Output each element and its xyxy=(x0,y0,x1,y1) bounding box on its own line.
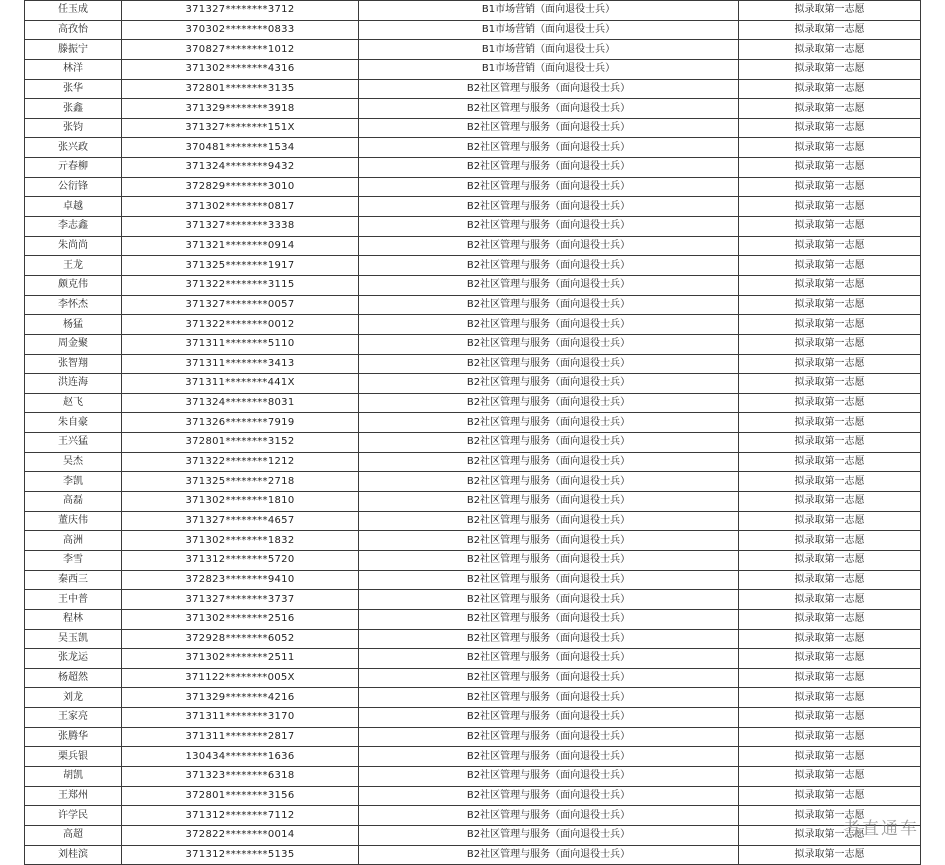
major-cell: B2社区管理与服务（面向退役士兵） xyxy=(359,668,739,688)
id-number-cell: 371325********2718 xyxy=(122,472,359,492)
id-number-cell: 371327********151X xyxy=(122,118,359,138)
major-cell: B2社区管理与服务（面向退役士兵） xyxy=(359,315,739,335)
major-cell: B2社区管理与服务（面向退役士兵） xyxy=(359,708,739,728)
id-number-cell: 371324********8031 xyxy=(122,393,359,413)
name-cell: 李志鑫 xyxy=(25,217,122,237)
status-cell: 拟录取第一志愿 xyxy=(739,492,921,512)
table-row xyxy=(25,629,921,649)
status-cell: 拟录取第一志愿 xyxy=(739,158,921,178)
table-row xyxy=(25,649,921,669)
table-row xyxy=(25,452,921,472)
major-cell: B1市场营销（面向退役士兵） xyxy=(359,20,739,40)
major-cell: B2社区管理与服务（面向退役士兵） xyxy=(359,334,739,354)
major-cell: B2社区管理与服务（面向退役士兵） xyxy=(359,197,739,217)
name-cell: 张华 xyxy=(25,79,122,99)
name-cell: 颇克伟 xyxy=(25,275,122,295)
table-row xyxy=(25,158,921,178)
major-cell: B2社区管理与服务（面向退役士兵） xyxy=(359,590,739,610)
id-number-cell: 371323********6318 xyxy=(122,766,359,786)
status-cell: 拟录取第一志愿 xyxy=(739,766,921,786)
table-row xyxy=(25,334,921,354)
table-row xyxy=(25,413,921,433)
id-number-cell: 371327********3338 xyxy=(122,217,359,237)
name-cell: 胡凯 xyxy=(25,766,122,786)
status-cell: 拟录取第一志愿 xyxy=(739,511,921,531)
table-row xyxy=(25,374,921,394)
id-number-cell: 130434********1636 xyxy=(122,747,359,767)
table-row xyxy=(25,590,921,610)
major-cell: B2社区管理与服务（面向退役士兵） xyxy=(359,786,739,806)
name-cell: 朱自豪 xyxy=(25,413,122,433)
table-row xyxy=(25,236,921,256)
major-cell: B2社区管理与服务（面向退役士兵） xyxy=(359,99,739,119)
table-row xyxy=(25,393,921,413)
watermark-text: 考直通车 xyxy=(843,819,919,839)
name-cell: 秦西三 xyxy=(25,570,122,590)
major-cell: B2社区管理与服务（面向退役士兵） xyxy=(359,825,739,845)
id-number-cell: 371122********005X xyxy=(122,668,359,688)
major-cell: B2社区管理与服务（面向退役士兵） xyxy=(359,138,739,158)
id-number-cell: 370827********1012 xyxy=(122,40,359,60)
id-number-cell: 371312********7112 xyxy=(122,806,359,826)
table-row xyxy=(25,688,921,708)
id-number-cell: 370302********0833 xyxy=(122,20,359,40)
name-cell: 杨超然 xyxy=(25,668,122,688)
major-cell: B1市场营销（面向退役士兵） xyxy=(359,1,739,21)
table-row xyxy=(25,40,921,60)
status-cell: 拟录取第一志愿 xyxy=(739,531,921,551)
name-cell: 张钧 xyxy=(25,118,122,138)
status-cell: 拟录取第一志愿 xyxy=(739,668,921,688)
id-number-cell: 372823********9410 xyxy=(122,570,359,590)
id-number-cell: 371321********0914 xyxy=(122,236,359,256)
table-row xyxy=(25,747,921,767)
admission-table-body xyxy=(25,1,921,865)
name-cell: 程林 xyxy=(25,609,122,629)
status-cell: 拟录取第一志愿 xyxy=(739,236,921,256)
major-cell: B2社区管理与服务（面向退役士兵） xyxy=(359,158,739,178)
status-cell: 拟录取第一志愿 xyxy=(739,315,921,335)
name-cell: 张智翔 xyxy=(25,354,122,374)
major-cell: B1市场营销（面向退役士兵） xyxy=(359,59,739,79)
name-cell: 王郑州 xyxy=(25,786,122,806)
major-cell: B2社区管理与服务（面向退役士兵） xyxy=(359,393,739,413)
table-row xyxy=(25,668,921,688)
id-number-cell: 371327********3712 xyxy=(122,1,359,21)
status-cell: 拟录取第一志愿 xyxy=(739,374,921,394)
status-cell: 拟录取第一志愿 xyxy=(739,550,921,570)
major-cell: B2社区管理与服务（面向退役士兵） xyxy=(359,217,739,237)
id-number-cell: 371311********2817 xyxy=(122,727,359,747)
status-cell: 拟录取第一志愿 xyxy=(739,40,921,60)
status-cell: 拟录取第一志愿 xyxy=(739,197,921,217)
status-cell: 拟录取第一志愿 xyxy=(739,275,921,295)
name-cell: 赵飞 xyxy=(25,393,122,413)
status-cell: 拟录取第一志愿 xyxy=(739,393,921,413)
name-cell: 吴玉凯 xyxy=(25,629,122,649)
status-cell: 拟录取第一志愿 xyxy=(739,786,921,806)
major-cell: B2社区管理与服务（面向退役士兵） xyxy=(359,727,739,747)
table-row xyxy=(25,217,921,237)
status-cell: 拟录取第一志愿 xyxy=(739,59,921,79)
name-cell: 滕振宁 xyxy=(25,40,122,60)
name-cell: 任玉成 xyxy=(25,1,122,21)
status-cell: 拟录取第一志愿 xyxy=(739,295,921,315)
id-number-cell: 371326********7919 xyxy=(122,413,359,433)
status-cell: 拟录取第一志愿 xyxy=(739,590,921,610)
id-number-cell: 371311********3170 xyxy=(122,708,359,728)
table-row xyxy=(25,354,921,374)
status-cell: 拟录取第一志愿 xyxy=(739,708,921,728)
name-cell: 高超 xyxy=(25,825,122,845)
id-number-cell: 372801********3152 xyxy=(122,433,359,453)
table-row xyxy=(25,177,921,197)
table-row xyxy=(25,197,921,217)
table-row xyxy=(25,786,921,806)
id-number-cell: 371329********3918 xyxy=(122,99,359,119)
status-cell: 拟录取第一志愿 xyxy=(739,138,921,158)
id-number-cell: 372928********6052 xyxy=(122,629,359,649)
table-row xyxy=(25,531,921,551)
major-cell: B2社区管理与服务（面向退役士兵） xyxy=(359,374,739,394)
major-cell: B2社区管理与服务（面向退役士兵） xyxy=(359,845,739,865)
status-cell: 拟录取第一志愿 xyxy=(739,609,921,629)
major-cell: B1市场营销（面向退役士兵） xyxy=(359,40,739,60)
id-number-cell: 372829********3010 xyxy=(122,177,359,197)
name-cell: 张龙运 xyxy=(25,649,122,669)
name-cell: 李雪 xyxy=(25,550,122,570)
id-number-cell: 371325********1917 xyxy=(122,256,359,276)
name-cell: 高洲 xyxy=(25,531,122,551)
major-cell: B2社区管理与服务（面向退役士兵） xyxy=(359,629,739,649)
table-row xyxy=(25,766,921,786)
major-cell: B2社区管理与服务（面向退役士兵） xyxy=(359,118,739,138)
id-number-cell: 372801********3135 xyxy=(122,79,359,99)
major-cell: B2社区管理与服务（面向退役士兵） xyxy=(359,177,739,197)
major-cell: B2社区管理与服务（面向退役士兵） xyxy=(359,354,739,374)
major-cell: B2社区管理与服务（面向退役士兵） xyxy=(359,79,739,99)
major-cell: B2社区管理与服务（面向退役士兵） xyxy=(359,452,739,472)
id-number-cell: 371322********1212 xyxy=(122,452,359,472)
name-cell: 张腾华 xyxy=(25,727,122,747)
table-row xyxy=(25,1,921,21)
id-number-cell: 370481********1534 xyxy=(122,138,359,158)
status-cell: 拟录取第一志愿 xyxy=(739,825,921,845)
id-number-cell: 371311********5110 xyxy=(122,334,359,354)
id-number-cell: 371312********5720 xyxy=(122,550,359,570)
id-number-cell: 371324********9432 xyxy=(122,158,359,178)
id-number-cell: 371311********441X xyxy=(122,374,359,394)
table-row xyxy=(25,20,921,40)
major-cell: B2社区管理与服务（面向退役士兵） xyxy=(359,275,739,295)
major-cell: B2社区管理与服务（面向退役士兵） xyxy=(359,649,739,669)
major-cell: B2社区管理与服务（面向退役士兵） xyxy=(359,747,739,767)
name-cell: 公衍锋 xyxy=(25,177,122,197)
table-row xyxy=(25,59,921,79)
table-row xyxy=(25,138,921,158)
name-cell: 林洋 xyxy=(25,59,122,79)
id-number-cell: 371327********0057 xyxy=(122,295,359,315)
table-row xyxy=(25,295,921,315)
status-cell: 拟录取第一志愿 xyxy=(739,433,921,453)
table-row xyxy=(25,727,921,747)
major-cell: B2社区管理与服务（面向退役士兵） xyxy=(359,570,739,590)
major-cell: B2社区管理与服务（面向退役士兵） xyxy=(359,472,739,492)
major-cell: B2社区管理与服务（面向退役士兵） xyxy=(359,295,739,315)
major-cell: B2社区管理与服务（面向退役士兵） xyxy=(359,256,739,276)
status-cell: 拟录取第一志愿 xyxy=(739,570,921,590)
name-cell: 吴杰 xyxy=(25,452,122,472)
status-cell: 拟录取第一志愿 xyxy=(739,688,921,708)
table-row xyxy=(25,825,921,845)
status-cell: 拟录取第一志愿 xyxy=(739,334,921,354)
name-cell: 王龙 xyxy=(25,256,122,276)
admission-table xyxy=(24,0,921,865)
id-number-cell: 371322********0012 xyxy=(122,315,359,335)
name-cell: 李凯 xyxy=(25,472,122,492)
id-number-cell: 371302********1810 xyxy=(122,492,359,512)
name-cell: 刘龙 xyxy=(25,688,122,708)
name-cell: 卓越 xyxy=(25,197,122,217)
table-row xyxy=(25,708,921,728)
name-cell: 亓春柳 xyxy=(25,158,122,178)
status-cell: 拟录取第一志愿 xyxy=(739,727,921,747)
major-cell: B2社区管理与服务（面向退役士兵） xyxy=(359,236,739,256)
status-cell: 拟录取第一志愿 xyxy=(739,177,921,197)
id-number-cell: 371329********4216 xyxy=(122,688,359,708)
status-cell: 拟录取第一志愿 xyxy=(739,99,921,119)
major-cell: B2社区管理与服务（面向退役士兵） xyxy=(359,609,739,629)
table-row xyxy=(25,511,921,531)
major-cell: B2社区管理与服务（面向退役士兵） xyxy=(359,492,739,512)
table-row xyxy=(25,570,921,590)
id-number-cell: 371327********3737 xyxy=(122,590,359,610)
name-cell: 王中普 xyxy=(25,590,122,610)
table-row xyxy=(25,99,921,119)
status-cell: 拟录取第一志愿 xyxy=(739,354,921,374)
status-cell: 拟录取第一志愿 xyxy=(739,413,921,433)
status-cell: 拟录取第一志愿 xyxy=(739,118,921,138)
major-cell: B2社区管理与服务（面向退役士兵） xyxy=(359,511,739,531)
status-cell: 拟录取第一志愿 xyxy=(739,217,921,237)
id-number-cell: 371312********5135 xyxy=(122,845,359,865)
table-row xyxy=(25,433,921,453)
major-cell: B2社区管理与服务（面向退役士兵） xyxy=(359,413,739,433)
table-row xyxy=(25,472,921,492)
status-cell: 拟录取第一志愿 xyxy=(739,79,921,99)
name-cell: 周金聚 xyxy=(25,334,122,354)
table-row xyxy=(25,118,921,138)
status-cell: 拟录取第一志愿 xyxy=(739,20,921,40)
table-row xyxy=(25,315,921,335)
name-cell: 高磊 xyxy=(25,492,122,512)
status-cell: 拟录取第一志愿 xyxy=(739,806,921,826)
table-row xyxy=(25,275,921,295)
name-cell: 朱尚尚 xyxy=(25,236,122,256)
name-cell: 杨猛 xyxy=(25,315,122,335)
id-number-cell: 371311********3413 xyxy=(122,354,359,374)
name-cell: 许学民 xyxy=(25,806,122,826)
name-cell: 李怀杰 xyxy=(25,295,122,315)
name-cell: 刘桂滨 xyxy=(25,845,122,865)
major-cell: B2社区管理与服务（面向退役士兵） xyxy=(359,433,739,453)
status-cell: 拟录取第一志愿 xyxy=(739,1,921,21)
table-row xyxy=(25,609,921,629)
status-cell: 拟录取第一志愿 xyxy=(739,472,921,492)
table-row xyxy=(25,845,921,865)
table-row xyxy=(25,256,921,276)
name-cell: 栗兵银 xyxy=(25,747,122,767)
id-number-cell: 372822********0014 xyxy=(122,825,359,845)
status-cell: 拟录取第一志愿 xyxy=(739,629,921,649)
status-cell: 拟录取第一志愿 xyxy=(739,452,921,472)
status-cell: 拟录取第一志愿 xyxy=(739,845,921,865)
name-cell: 董庆伟 xyxy=(25,511,122,531)
major-cell: B2社区管理与服务（面向退役士兵） xyxy=(359,766,739,786)
status-cell: 拟录取第一志愿 xyxy=(739,747,921,767)
major-cell: B2社区管理与服务（面向退役士兵） xyxy=(359,550,739,570)
name-cell: 高孜怡 xyxy=(25,20,122,40)
admission-table-container xyxy=(24,0,920,865)
table-row xyxy=(25,492,921,512)
id-number-cell: 371322********3115 xyxy=(122,275,359,295)
status-cell: 拟录取第一志愿 xyxy=(739,256,921,276)
name-cell: 洪连海 xyxy=(25,374,122,394)
name-cell: 张兴政 xyxy=(25,138,122,158)
table-row xyxy=(25,806,921,826)
major-cell: B2社区管理与服务（面向退役士兵） xyxy=(359,688,739,708)
table-row xyxy=(25,79,921,99)
name-cell: 王家亮 xyxy=(25,708,122,728)
name-cell: 张鑫 xyxy=(25,99,122,119)
id-number-cell: 371302********2511 xyxy=(122,649,359,669)
id-number-cell: 371302********1832 xyxy=(122,531,359,551)
major-cell: B2社区管理与服务（面向退役士兵） xyxy=(359,531,739,551)
major-cell: B2社区管理与服务（面向退役士兵） xyxy=(359,806,739,826)
name-cell: 王兴猛 xyxy=(25,433,122,453)
table-row xyxy=(25,550,921,570)
status-cell: 拟录取第一志愿 xyxy=(739,649,921,669)
id-number-cell: 371302********2516 xyxy=(122,609,359,629)
id-number-cell: 371302********4316 xyxy=(122,59,359,79)
id-number-cell: 372801********3156 xyxy=(122,786,359,806)
id-number-cell: 371302********0817 xyxy=(122,197,359,217)
id-number-cell: 371327********4657 xyxy=(122,511,359,531)
